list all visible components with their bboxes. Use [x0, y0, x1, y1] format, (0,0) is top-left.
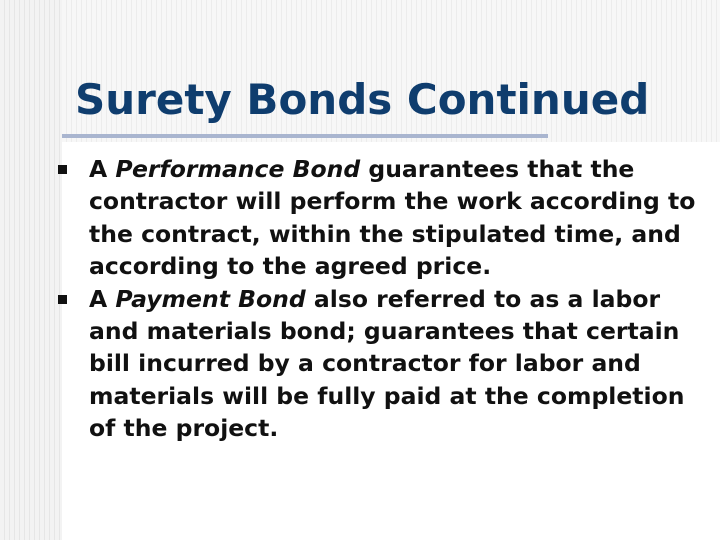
left-stripe-background: [0, 0, 62, 540]
bullet-prefix: A: [89, 155, 116, 183]
bullet-text: guarantees that the contractor will perform the work according to the contract, within the stipulated time, and according to the agreed price.: [89, 155, 696, 281]
slide-title: Surety Bonds Continued: [75, 75, 650, 124]
bullet-text: also referred to as a labor and materials bond; guarantees that certain bill incurred by a contractor for labor and materials will be fully paid at the completion of the project.: [89, 284, 685, 443]
bullet-term-performance-bond: Performance Bond: [115, 155, 361, 183]
square-bullet-icon: [58, 165, 67, 174]
bullet-term-payment-bond: Payment Bond: [115, 284, 306, 313]
square-bullet-icon: [58, 295, 67, 304]
title-underline: [62, 134, 548, 138]
bullet-item-performance-bond: [58, 153, 698, 283]
bullet-list: [58, 153, 698, 445]
bullet-prefix: A: [89, 284, 116, 313]
bullet-item-payment-bond: [58, 283, 698, 445]
